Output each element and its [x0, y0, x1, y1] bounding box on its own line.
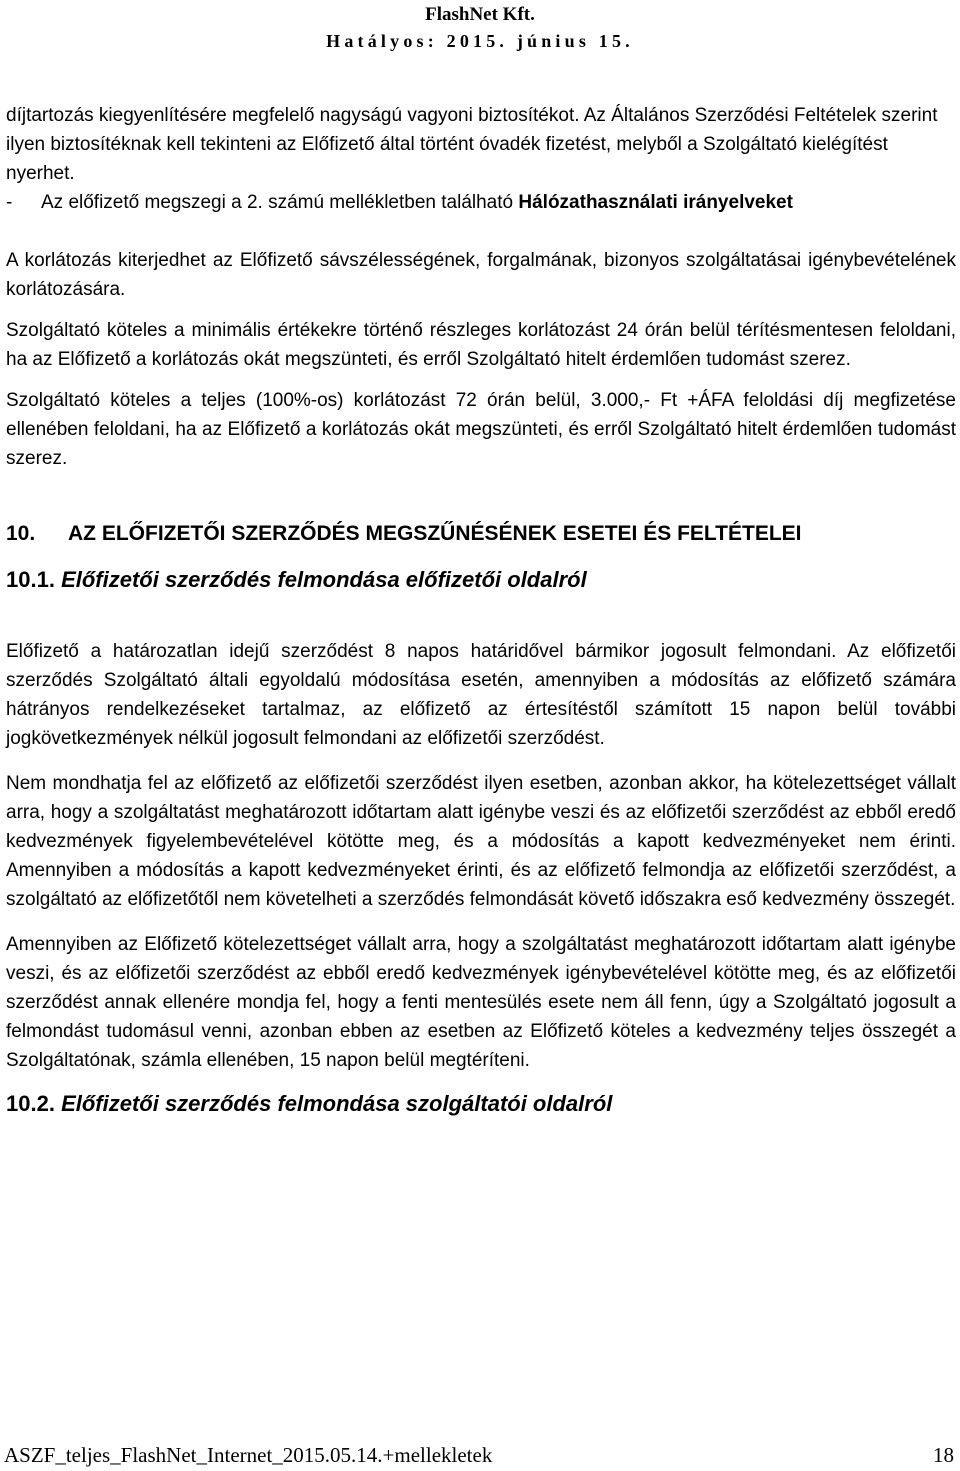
section-10-heading — [6, 519, 956, 548]
paragraph-discount-repayment: Amennyiben az Előfizető kötelezettséget vállalt arra, hogy a szolgáltatást meghatározott időtartam alatt igénybe veszi, és az előfizetői szerződést az ebből eredő kedvezmények igénybevételével kötötte meg, és az előfizetői szerződést annak ellenére mondja fel, hogy a fenti mentesülés esete nem áll fenn, úgy a Szolgáltató jogosult a felmondást tudomásul venni, azonban ebben az esetben az Előfizető köteles a kedvezmény teljes összegét a Szolgáltatónak, számla ellenében, 15 napon belül megtéríteni. — [6, 934, 956, 1071]
paragraph-restriction-scope: A korlátozás kiterjedhet az Előfizető sávszélességének, forgalmának, bizonyos szolgáltatásai igénybevételének korlátozására. — [6, 250, 956, 300]
footer-filename: ASZF_teljes_FlashNet_Internet_2015.05.14.+mellekletek — [4, 1443, 493, 1467]
bullet-network-policy — [6, 188, 956, 217]
bullet-dash: - — [6, 192, 13, 213]
section-10-2-title: Előfizetői szerződés felmondása szolgáltatói oldalról — [61, 1091, 613, 1116]
paragraph-no-termination-case: Nem mondhatja fel az előfizető az előfizetői szerződést ilyen esetben, azonban akkor, ha kötelezettséget vállalt arra, hogy a szolgáltatást meghatározott időtartam alatt igénybe veszi és az előfizetői szerződést az ebből eredő kedvezmények figyelembevételével kötötte meg, és a módosítás a kapott kedvezményeket nem érinti. Amennyiben a módosítás a kapott kedvezményeket érinti, és az előfizető felmondja az előfizetői szerződést, a szolgáltató az előfizetőtől nem követelheti a szerződés felmondását követő időszakra eső kedvezmény összegét. — [6, 773, 956, 910]
section-10-2-heading — [6, 1089, 956, 1119]
paragraph-partial-restriction: Szolgáltató köteles a minimális értékekre történő részleges korlátozást 24 órán belül térítésmentesen feloldani, ha az Előfizető a korlátozás okát megszünteti, és erről Szolgáltató hitelt érdemlően tudomást szerez. — [6, 320, 956, 370]
section-10-1-number: 10.1. — [6, 567, 55, 592]
page-footer — [4, 1443, 956, 1469]
section-10-title: AZ ELŐFIZETŐI SZERZŐDÉS MEGSZŰNÉSÉNEK ESETEI ÉS FELTÉTELEI — [68, 522, 802, 545]
bullet-bold-text: Hálózathasználati irányelveket — [518, 192, 793, 213]
section-10-number: 10. — [6, 522, 36, 545]
paragraph-termination-by-subscriber: Előfizető a határozatlan idejű szerződést 8 napos határidővel bármikor jogosult felmondani. Az előfizetői szerződés Szolgáltató általi egyoldalú módosítása esetén, amennyiben a módosítás az előfizető számára hátrányos rendelkezéseket tartalmaz, az előfizető az értesítéstől számított 15 napon belül további jogkövetkezmények nélkül jogosult felmondani az előfizetői szerződést. — [6, 641, 956, 749]
header-effective-date: Hatályos: 2015. június 15. — [326, 31, 634, 51]
paragraph-guarantee: díjtartozás kiegyenlítésére megfelelő nagyságú vagyoni biztosítékot. Az Általános Szerződési Feltételek szerint ilyen biztosítéknak kell tekinteni az Előfizető által történt óvadék fizetést, melyből a Szolgáltató kielégítést nyerhet. — [6, 105, 938, 184]
footer-page-number: 18 — [933, 1443, 954, 1467]
document-body — [6, 101, 956, 1119]
header-company: FlashNet Kft. — [425, 4, 535, 25]
section-10-2-number: 10.2. — [6, 1091, 55, 1116]
paragraph-full-restriction: Szolgáltató köteles a teljes (100%-os) korlátozást 72 órán belül, 3.000,- Ft +ÁFA feloldási díj megfizetése ellenében feloldani, ha az Előfizető a korlátozás okát megszünteti, és erről Szolgáltató hitelt érdemlően tudomást szerez. — [6, 390, 956, 469]
bullet-text: Az előfizető megszegi a 2. számú mellékletben található — [41, 192, 519, 213]
section-10-1-title: Előfizetői szerződés felmondása előfizetői oldalról — [61, 567, 587, 592]
section-10-1-heading — [6, 565, 956, 595]
